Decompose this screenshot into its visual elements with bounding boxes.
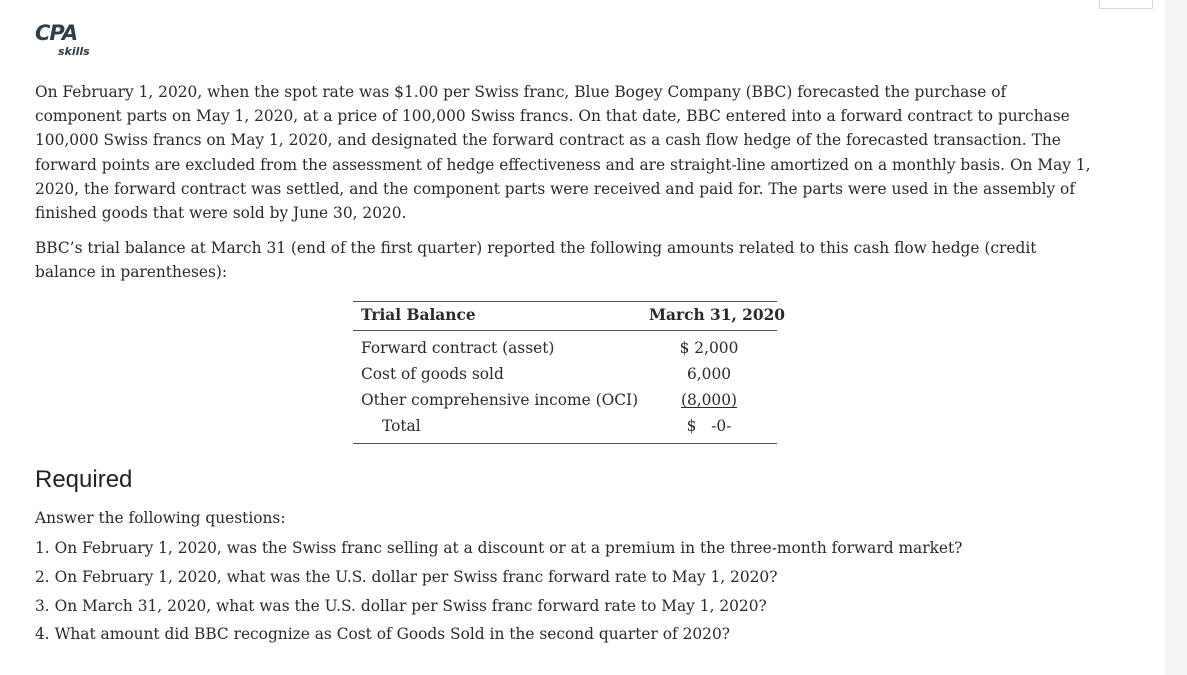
- table-row: [353, 387, 777, 413]
- top-tab: [1099, 0, 1153, 9]
- row-label: Cost of goods sold: [361, 365, 504, 383]
- header-date: March 31, 2020: [649, 306, 786, 324]
- required-intro: Answer the following questions:: [35, 509, 286, 527]
- table-row: [353, 335, 777, 361]
- required-heading: Required: [35, 466, 133, 493]
- question-3: 3. On March 31, 2020, what was the U.S. dollar per Swiss franc forward rate to May 1, 2020?: [35, 597, 767, 615]
- table-header: [353, 302, 786, 331]
- logo-main-text: CPA: [35, 21, 78, 45]
- question-4: 4. What amount did BBC recognize as Cost of Goods Sold in the second quarter of 2020?: [35, 625, 731, 643]
- question-1: 1. On February 1, 2020, was the Swiss franc selling at a discount or at a premium in the three-month forward market?: [35, 539, 963, 557]
- trial-balance-table: [353, 301, 786, 444]
- total-row: [353, 413, 777, 443]
- problem-paragraph: On February 1, 2020, when the spot rate was $1.00 per Swiss franc, Blue Bogey Company (BBC) forecasted the purchase of component parts on May 1, 2020, at a price of 100,000 Swiss francs. On that date, BBC entered into a forward contract to purchase 100,000 Swiss francs on May 1, 2020, and designated the forward contract as a cash flow hedge of the forecasted transaction. The forward points are excluded from the assessment of hedge effectiveness and are straight-line amortized on a monthly basis. On May 1, 2020, the forward contract was settled, and the component parts were received and paid for. The parts were used in the assembly of finished goods that were sold by June 30, 2020.: [35, 83, 1091, 223]
- total-label: Total: [382, 417, 421, 435]
- row-label: Other comprehensive income (OCI): [361, 391, 639, 409]
- header-label: Trial Balance: [361, 306, 476, 324]
- cpa-skills-logo: [35, 21, 105, 61]
- row-value: 6,000: [686, 365, 732, 383]
- row-value: (8,000): [680, 391, 738, 409]
- question-2: 2. On February 1, 2020, what was the U.S. dollar per Swiss franc forward rate to May 1, 2020?: [35, 568, 778, 586]
- side-panel: [1165, 0, 1187, 675]
- total-value: $ -0-: [686, 417, 732, 435]
- row-label: Forward contract (asset): [361, 339, 555, 357]
- logo-sub-text: skills: [58, 45, 90, 58]
- row-value: $ 2,000: [679, 339, 739, 357]
- trial-balance-intro: BBC’s trial balance at March 31 (end of the first quarter) reported the following amounts related to this cash flow hedge (credit balance in parentheses):: [35, 239, 1037, 282]
- table-row: [353, 361, 777, 387]
